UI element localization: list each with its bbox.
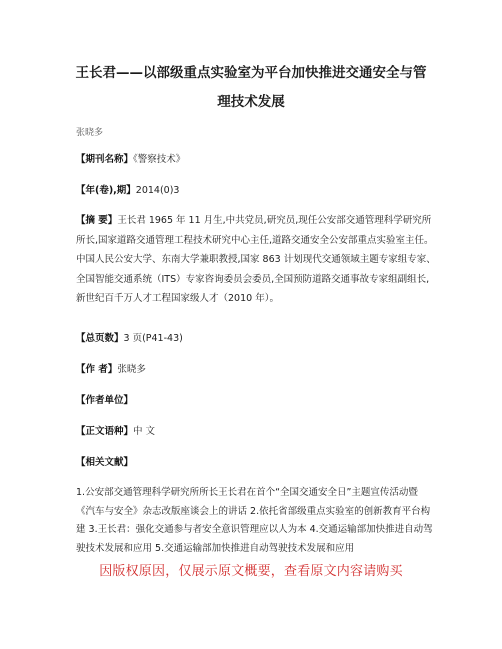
abstract-value: 王长君 1965 年 11 月生,中共党员,研究员,现任公安部交通管理科学研究所所长,国家道路交通管理工程技术研究中心主任,道路交通安全公安部重点实验室主任。中国人民公安大学、东南大学兼职教授,国家 863 计划现代交通领域主题专家组专家、全国智能交通系统（ITS）专家咨询委员会委员,全国预防道路交通事故专家组副组长,新世纪百千万人才工程国家级人才（2010 年）。	[76, 215, 436, 304]
related-label-field	[76, 455, 436, 471]
language-field	[76, 424, 436, 440]
authors-value: 张晓多	[117, 364, 146, 375]
document-title-line-1: 王长君——以部级重点实验室为平台加快推进交通安全与管	[75, 65, 427, 81]
related-references: 1.公安部交通管理科学研究所所长王长君在首个“全国交通安全日”主题宣传活动暨《汽车与安全》杂志改版座谈会上的讲话 2.依托省部级重点实验室的创新教育平台构建 3.王长君：强化交通参与者安全意识管理应以人为本 4.交通运输部加快推进自动驾驶技术发展和应用 5.交通运输部加快推进自动驾驶技术发展和应用	[76, 487, 433, 554]
affiliation-label: 【作者单位】	[76, 395, 134, 406]
pages-label: 【总页数】	[76, 333, 124, 344]
authors-label: 【作 者】	[76, 364, 118, 375]
journal-label: 【期刊名称】	[76, 154, 134, 165]
pages-value: 3 页(P41-43)	[123, 333, 183, 344]
language-value: 中 文	[133, 426, 156, 437]
year-issue-value: 2014(0)3	[135, 185, 180, 196]
author-byline: 张晓多	[76, 128, 104, 138]
authors-field	[76, 362, 436, 378]
related-label: 【相关文献】	[76, 457, 134, 468]
affiliation-field	[76, 393, 436, 409]
abstract-field	[76, 211, 436, 309]
document-title-line-2: 理技术发展	[217, 94, 285, 110]
language-label: 【正文语种】	[76, 426, 134, 437]
year-issue-label: 【年(卷),期】	[76, 185, 136, 196]
journal-value: 《警察技术》	[133, 154, 186, 165]
abstract-label: 【摘 要】	[76, 215, 118, 226]
pages-field	[76, 331, 436, 347]
year-issue-field	[76, 183, 436, 199]
journal-field	[76, 152, 436, 168]
copyright-notice: 因版权原因，仅展示原文概要，查看原文内容请购买	[99, 564, 403, 579]
